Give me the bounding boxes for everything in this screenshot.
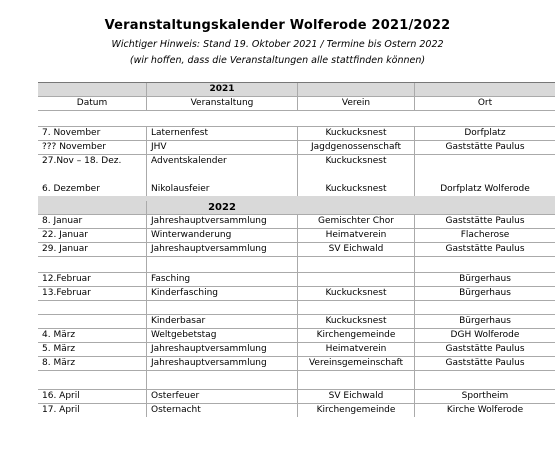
table-row [38, 390, 555, 404]
table-row [38, 229, 555, 243]
table-row [38, 168, 555, 196]
cell-ort: Flacherose [414, 229, 555, 242]
cell-datum: 13.Februar [42, 288, 91, 298]
table-row [38, 329, 555, 343]
table-row [38, 357, 555, 371]
table-row [38, 155, 555, 168]
cell-veranstaltung: Nikolausfeier [146, 168, 297, 196]
cell-veranstaltung: Kinderbasar [146, 315, 297, 328]
cell-verein: Kuckucksnest [297, 315, 414, 328]
cell-verein: Kuckucksnest [297, 287, 414, 300]
cell-veranstaltung: Kinderfasching [146, 287, 297, 300]
cell-veranstaltung: Adventskalender [146, 155, 297, 168]
year-label: 2022 [146, 201, 297, 214]
col-header-datum: Datum [76, 98, 108, 108]
table-row [38, 215, 555, 229]
cell-veranstaltung: Weltgebetstag [146, 329, 297, 342]
cell-datum: 22. Januar [42, 230, 88, 240]
spacer-row [38, 111, 555, 127]
table-row [38, 127, 555, 141]
header-row [38, 97, 555, 111]
spacer-row [38, 371, 555, 390]
cell-ort: Bürgerhaus [414, 315, 555, 328]
cell-veranstaltung: Winterwanderung [146, 229, 297, 242]
cell-verein: Jagdgenossenschaft [297, 141, 414, 154]
cell-verein: Kirchengemeinde [297, 329, 414, 342]
col-header-ort: Ort [414, 97, 555, 110]
cell-datum: 7. November [42, 128, 101, 138]
cell-datum: 29. Januar [42, 244, 88, 254]
cell-veranstaltung: Osterfeuer [146, 390, 297, 403]
table-row [38, 141, 555, 155]
cell-ort: Gaststätte Paulus [414, 243, 555, 256]
cell-verein: Kuckucksnest [297, 168, 414, 196]
cell-datum: 6. Dezember [42, 184, 100, 194]
cell-ort: Gaststätte Paulus [414, 215, 555, 228]
cell-verein: Kuckucksnest [297, 155, 414, 168]
page-title: Veranstaltungskalender Wolferode 2021/2022 [104, 18, 451, 33]
cell-datum: ??? November [42, 142, 107, 152]
cell-ort [414, 155, 555, 168]
cell-ort: Dorfplatz [414, 127, 555, 140]
cell-ort: Sportheim [414, 390, 555, 403]
spacer-row [38, 301, 555, 315]
table-row [38, 315, 555, 329]
year-label: 2021 [146, 83, 297, 96]
cell-verein: SV Eichwald [297, 243, 414, 256]
cell-verein: SV Eichwald [297, 390, 414, 403]
cell-datum: 27.Nov – 18. Dez. [42, 156, 122, 166]
cell-datum: 16. April [42, 391, 80, 401]
cell-ort: Kirche Wolferode [414, 404, 555, 417]
cell-datum: 8. Januar [42, 216, 83, 226]
cell-veranstaltung: Osternacht [146, 404, 297, 417]
cell-ort: Gaststätte Paulus [414, 357, 555, 370]
cell-ort: Dorfplatz Wolferode [414, 168, 555, 196]
year-row-2021 [38, 83, 555, 97]
cell-datum: 5. März [42, 344, 76, 354]
cell-datum [38, 315, 146, 328]
event-table [38, 82, 555, 417]
col-header-veranstaltung: Veranstaltung [146, 97, 297, 110]
cell-datum: 12.Februar [42, 274, 91, 284]
cell-verein: Gemischter Chor [297, 215, 414, 228]
cell-verein: Heimatverein [297, 343, 414, 356]
col-header-verein: Verein [297, 97, 414, 110]
cell-veranstaltung: JHV [146, 141, 297, 154]
cell-veranstaltung: Laternenfest [146, 127, 297, 140]
cell-verein: Vereinsgemeinschaft [297, 357, 414, 370]
cell-verein: Kirchengemeinde [297, 404, 414, 417]
cell-datum: 4. März [42, 330, 76, 340]
table-row [38, 404, 555, 417]
cell-veranstaltung: Jahreshauptversammlung [146, 357, 297, 370]
cell-veranstaltung: Jahreshauptversammlung [146, 215, 297, 228]
table-row [38, 273, 555, 287]
cell-verein [297, 273, 414, 286]
cell-veranstaltung: Jahreshauptversammlung [146, 243, 297, 256]
spacer-row [38, 257, 555, 273]
cell-veranstaltung: Fasching [146, 273, 297, 286]
cell-ort: Bürgerhaus [414, 273, 555, 286]
table-row [38, 343, 555, 357]
cell-ort: Gaststätte Paulus [414, 343, 555, 356]
notice-line-2: (wir hoffen, dass die Veranstaltungen alle stattfinden können) [129, 55, 426, 66]
year-row-2022 [38, 196, 555, 215]
cell-ort: Gaststätte Paulus [414, 141, 555, 154]
cell-ort: DGH Wolferode [414, 329, 555, 342]
notice-line: Wichtiger Hinweis: Stand 19. Oktober 2021 / Termine bis Ostern 2022 [111, 39, 444, 50]
cell-datum: 17. April [42, 405, 80, 415]
cell-verein: Heimatverein [297, 229, 414, 242]
table-row [38, 243, 555, 257]
cell-datum: 8. März [42, 358, 76, 368]
cell-veranstaltung: Jahreshauptversammlung [146, 343, 297, 356]
cell-ort: Bürgerhaus [414, 287, 555, 300]
table-row [38, 287, 555, 301]
cell-verein: Kuckucksnest [297, 127, 414, 140]
